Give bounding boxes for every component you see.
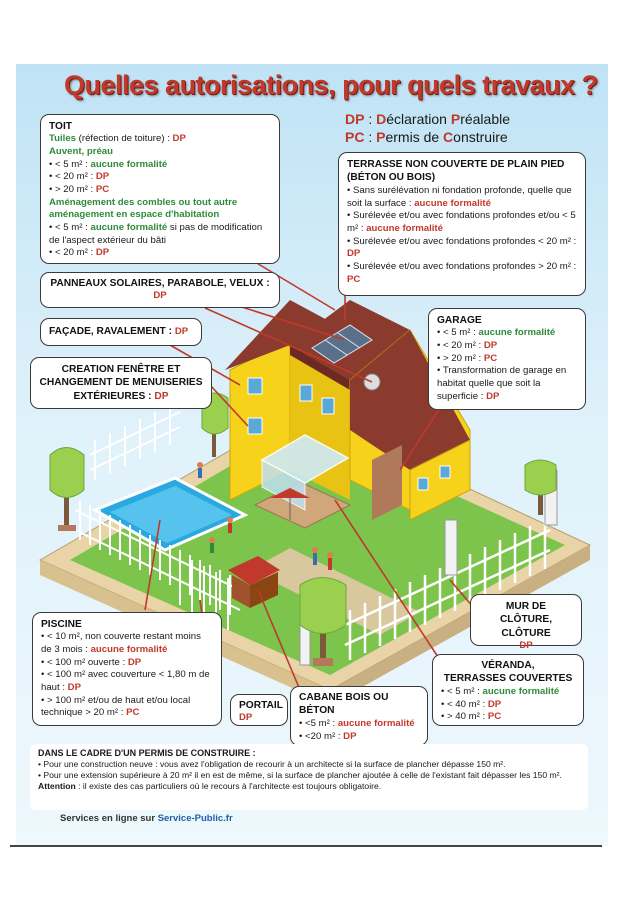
veranda-box: VÉRANDA, TERRASSES COUVERTES • < 5 m² : aucune formalité • < 40 m² : DP • > 40 m² : PC <box>432 654 584 726</box>
services-link[interactable]: Services en ligne sur Service-Public.fr <box>60 813 233 824</box>
window <box>248 418 262 434</box>
fence-pillar <box>445 520 457 575</box>
garage-box: GARAGE • < 5 m² : aucune formalité • < 20 m² : DP • > 20 m² : PC • Transformation de garage en habitat quelle que soit la superficie : DP <box>428 308 586 410</box>
piscine-box: PISCINE • < 10 m², non couverte restant moins de 3 mois : aucune formalité • < 100 m² ouverte : DP • < 100 m² avec couverture < 1,80 m de haut : DP • > 100 m² et/ou de haut et/ou local technique > 20 m² : PC <box>32 612 222 726</box>
cabane-box: CABANE BOIS OU BÉTON • <5 m² : aucune formalité • <20 m² : DP • <box>290 686 428 746</box>
toit-auvent: Auvent, préau <box>49 146 113 158</box>
toit-combles: Aménagement des combles ou tout autre aménagement en espace d'habitation <box>49 196 238 221</box>
terrasse-box: TERRASSE NON COUVERTE DE PLAIN PIED (BÉTON OU BOIS) • Sans surélévation ni fondation profonde, quelle que soit la surface : aucune formalité • Surélevée et/ou avec fondations profondes et/ou < 5 m² : aucune formalité • Surélevée et/ou avec fondations profondes < 20 m² : DP • Surélevée et/ou avec fondations profondes > 20 m² : PC <box>338 152 586 296</box>
window <box>248 378 262 394</box>
toit-box: TOIT Tuiles (réfection de toiture) : DP Auvent, préau • < 5 m² : aucune formalité • < 20 m² : DP • > 20 m² : PC Aménagement des combles ou tout autre aménagement en espace d'habitation • < 5 m² : aucune formalité si pas de modification de l'aspect extérieur du bâti • < 20 m² : DP <box>40 114 280 264</box>
window <box>322 398 334 414</box>
legend-dp: DP : Déclaration Préalable <box>345 111 511 127</box>
facade-box: FAÇADE, RAVALEMENT : DP <box>40 318 202 346</box>
tree-left <box>50 448 84 532</box>
panneaux-box: PANNEAUX SOLAIRES, PARABOLE, VELUX : DP <box>40 272 280 308</box>
toit-heading: TOIT <box>49 121 73 132</box>
toit-tuiles: Tuiles (réfection de toiture) : DP <box>49 133 186 145</box>
portail-box: PORTAIL DP <box>230 694 288 726</box>
mur-box: MUR DE CLÔTURE, CLÔTURE DP <box>470 594 582 646</box>
permis-note: DANS LE CADRE D'UN PERMIS DE CONSTRUIRE : • Pour une construction neuve : vous avez l'obligation de recourir à un architecte si la surface de plancher dépasse 150 m². • Pour une extension supérieure à 20 m² il en est de même, si la surface de plancher ajoutée à celle de l'existant fait dépasser les 150 m². Attention : il existe des cas particuliers où le recours à l'architecte est toujours obligatoire. <box>30 744 588 810</box>
window <box>300 385 312 401</box>
page-title: Quelles autorisations, pour quels travaux ? <box>64 70 598 100</box>
fence-back <box>90 405 180 480</box>
window <box>440 466 450 478</box>
bottom-rule <box>10 845 602 847</box>
legend-pc: PC : Permis de Construire <box>345 129 508 145</box>
window <box>418 478 428 490</box>
fenetre-box: CREATION FENÊTRE ET CHANGEMENT DE MENUISERIES EXTÉRIEURES : DP <box>30 357 212 409</box>
